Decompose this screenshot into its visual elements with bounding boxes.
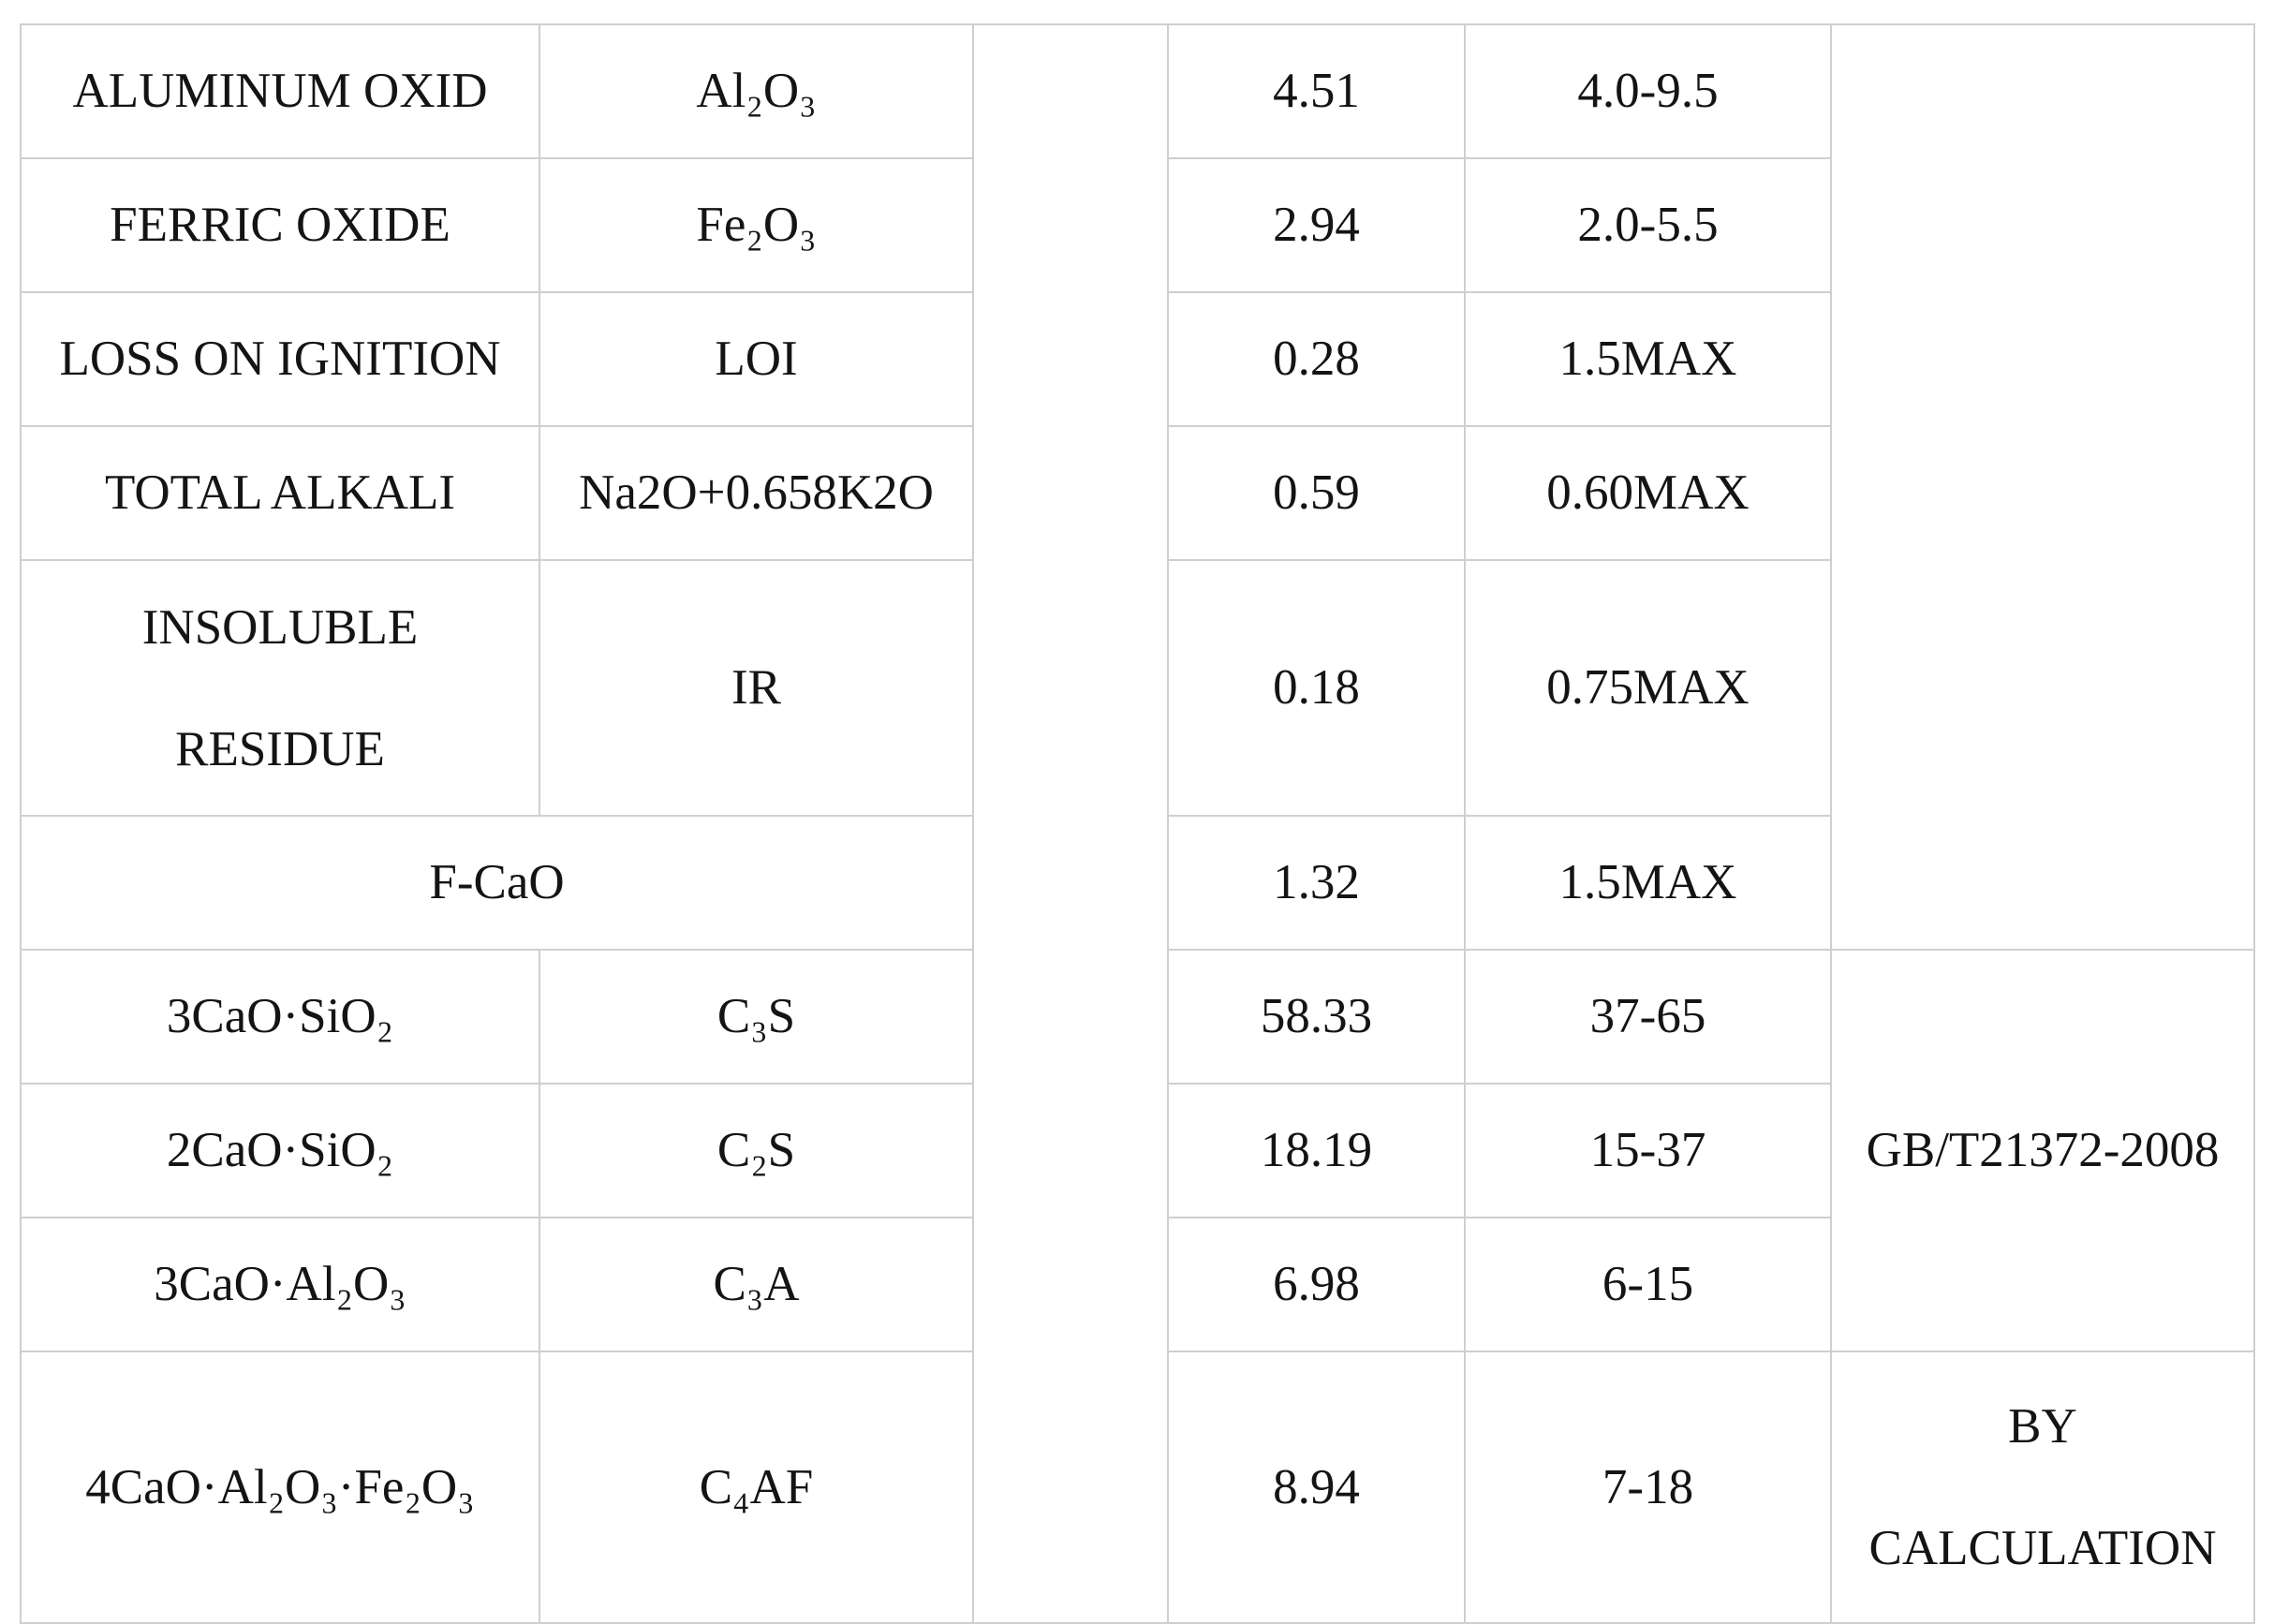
component-formula: C₂S [539, 1084, 973, 1218]
component-name: 4CaO·Al₂O₃·Fe₂O₃ [21, 1351, 539, 1623]
method-standard: GB/T21372-2008 [1831, 950, 2254, 1351]
method-cell-empty [1831, 24, 2254, 950]
test-result: 4.51 [1168, 24, 1465, 158]
component-formula: C₃S [539, 950, 973, 1084]
standard-range: 2.0-5.5 [1465, 158, 1831, 292]
test-result: 1.32 [1168, 816, 1465, 950]
component-formula: Na2O+0.658K2O [539, 426, 973, 560]
component-formula: Al₂O₃ [539, 24, 973, 158]
component-formula: LOI [539, 292, 973, 426]
test-result: 18.19 [1168, 1084, 1465, 1218]
standard-range: 0.75MAX [1465, 560, 1831, 816]
test-result: 58.33 [1168, 950, 1465, 1084]
component-formula: C₄AF [539, 1351, 973, 1623]
test-result: 6.98 [1168, 1218, 1465, 1351]
method-calc-line: CALCULATION [1868, 1521, 2217, 1575]
component-name: 2CaO·SiO₂ [21, 1084, 539, 1218]
method-calculation [1831, 1351, 2254, 1623]
component-name: 3CaO·Al₂O₃ [21, 1218, 539, 1351]
component-name: F-CaO [21, 816, 973, 950]
component-name: LOSS ON IGNITION [21, 292, 539, 426]
blank-column [973, 24, 1168, 1623]
component-name: ALUMINUM OXID [21, 24, 539, 158]
cement-analysis-table [20, 23, 2255, 1624]
component-name-line: INSOLUBLE [141, 599, 419, 655]
test-result: 0.18 [1168, 560, 1465, 816]
component-name: FERRIC OXIDE [21, 158, 539, 292]
standard-range: 7-18 [1465, 1351, 1831, 1623]
component-name: TOTAL ALKALI [21, 426, 539, 560]
standard-range: 0.60MAX [1465, 426, 1831, 560]
component-formula: Fe₂O₃ [539, 158, 973, 292]
standard-range: 15-37 [1465, 1084, 1831, 1218]
method-calc-line: BY [2008, 1399, 2077, 1454]
standard-range: 6-15 [1465, 1218, 1831, 1351]
test-result: 0.28 [1168, 292, 1465, 426]
component-name: 3CaO·SiO₂ [21, 950, 539, 1084]
component-name [21, 560, 539, 816]
table-row [21, 24, 2254, 158]
standard-range: 1.5MAX [1465, 816, 1831, 950]
standard-range: 37-65 [1465, 950, 1831, 1084]
standard-range: 4.0-9.5 [1465, 24, 1831, 158]
component-formula: C₃A [539, 1218, 973, 1351]
component-name-line: RESIDUE [175, 721, 385, 776]
test-result: 8.94 [1168, 1351, 1465, 1623]
standard-range: 1.5MAX [1465, 292, 1831, 426]
test-result: 2.94 [1168, 158, 1465, 292]
test-result: 0.59 [1168, 426, 1465, 560]
component-formula: IR [539, 560, 973, 816]
